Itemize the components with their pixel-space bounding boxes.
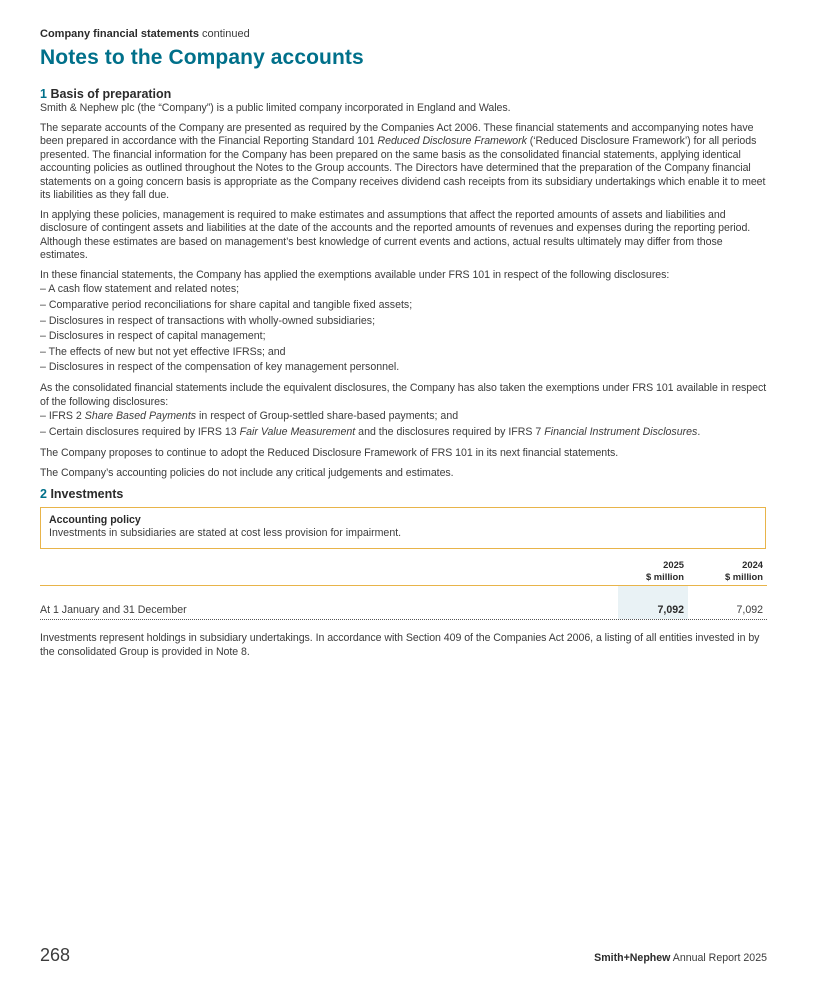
column-year: 2025 [663,559,684,571]
list-item [40,425,767,441]
column-unit: $ million [645,570,684,582]
list-item: – A cash flow statement and related notes; [40,282,767,298]
equivalent-disclosures-intro: As the consolidated financial statements include the equivalent disclosures, the Company has also taken the exemptions under FRS 101 available in respect of the following disclosures: [40,382,767,408]
running-head [40,27,767,41]
equivalent-disclosures-block [40,382,767,440]
table-row-label: At 1 January and 31 December [40,604,187,617]
table-row-rule [40,619,767,620]
column-header-2025 [646,559,684,582]
section-2-heading [40,487,767,502]
report-name: Annual Report 2025 [670,952,767,964]
list-item: – Disclosures in respect of transactions with wholly-owned subsidiaries; [40,314,767,330]
list-item-italic: Financial Instrument Disclosures [544,425,698,438]
column-year: 2024 [742,559,763,571]
brand-name: Smith+Nephew [594,952,671,964]
list-item-text: in respect of Group-settled share-based payments; and [196,410,459,423]
section-1-title: Basis of preparation [50,87,172,101]
basis-p2-italic: Reduced Disclosure Framework [377,135,527,148]
list-item: – Disclosures in respect of capital management; [40,329,767,345]
list-item: – The effects of new but not yet effective IFRSs; and [40,345,767,361]
footer-brand [594,951,767,965]
section-2-number: 2 [40,487,47,502]
investments-note: Investments represent holdings in subsidiary undertakings. In accordance with Section 409 of the Companies Act 2006, a listing of all entities invested in by the consolidated Group is provided in Note 8. [40,632,760,658]
list-item: – Comparative period reconciliations for share capital and tangible fixed assets; [40,298,767,314]
exemptions-list [40,282,767,376]
accounting-policy-box [40,507,766,549]
basis-paragraph-3: In applying these policies, management is required to make estimates and assumptions that affect the reported amounts of assets and liabilities and disclosure of contingent assets and liabilities at the date of the accounts and the reported amounts of revenues and expenses during the reporting period. Although these estimates are based on management’s best knowledge of current events and actions, actual results ultimately may differ from those estimates. [40,208,751,262]
table-header-rule [40,585,767,586]
basis-paragraph-1: Smith & Nephew plc (the “Company”) is a public limited company incorporated in England and Wales. [40,102,511,114]
basis-p2-part-b: (‘Reduced Disclosure Framework’) for all periods presented. The financial information for the Company has been prepared on the same basis as the consolidated financial statements, applying identical accounting policies as outlined throughout the Notes to the Group accounts. The Directors have determined that the preparation of the Company financial statements on a going concern basis is appropriate as the Company receives dividend cash receipts from its subsidiary undertakings which enable it to meet its liabilities as they fall due. [40,135,766,201]
accounting-policy-title: Accounting policy [49,514,141,527]
basis-paragraph-2 [40,122,767,202]
list-item-text: IFRS 2 [48,410,85,423]
list-item-text: Certain disclosures required by IFRS 13 [48,425,240,438]
section-1-heading [40,87,767,102]
list-item: – Disclosures in respect of the compensation of key management personnel. [40,360,767,376]
accounting-policy-text: Investments in subsidiaries are stated at cost less provision for impairment. [49,527,402,540]
list-item-italic: Fair Value Measurement [239,425,356,438]
exemptions-intro: In these financial statements, the Company has applied the exemptions available under FRS 101 in respect of the following disclosures: [40,268,670,281]
column-header-2024 [725,559,763,582]
table-value-2025: 7,092 [657,604,684,617]
investments-table [40,559,767,629]
basis-p2-part-a: The separate accounts of the Company are presented as required by the Companies Act 2006. These financial statements and accompanying notes have been prepared in accordance with the Financial Reporting Standard 101 [40,121,754,148]
running-head-suffix: continued [198,28,250,40]
list-item-italic: Share Based Payments [84,410,197,423]
list-item-text: and the disclosures required by IFRS 7 [355,425,545,438]
exemptions-block [40,269,767,376]
running-head-section: Company financial statements [40,28,199,40]
basis-paragraph-6: The Company proposes to continue to adopt the Reduced Disclosure Framework of FRS 101 in its next financial statements. [40,446,619,459]
page-number: 268 [40,945,71,965]
section-2-title: Investments [50,487,124,502]
section-1-number: 1 [40,87,47,101]
table-value-2024: 7,092 [736,604,763,617]
page-content [40,27,767,659]
column-unit: $ million [724,570,763,582]
basis-paragraph-7: The Company’s accounting policies do not include any critical judgements and estimates. [40,466,454,479]
list-item [40,409,767,425]
page-title: Notes to the Company accounts [40,46,364,69]
list-item-text: . [697,425,701,438]
equivalent-disclosures-list [40,409,767,440]
